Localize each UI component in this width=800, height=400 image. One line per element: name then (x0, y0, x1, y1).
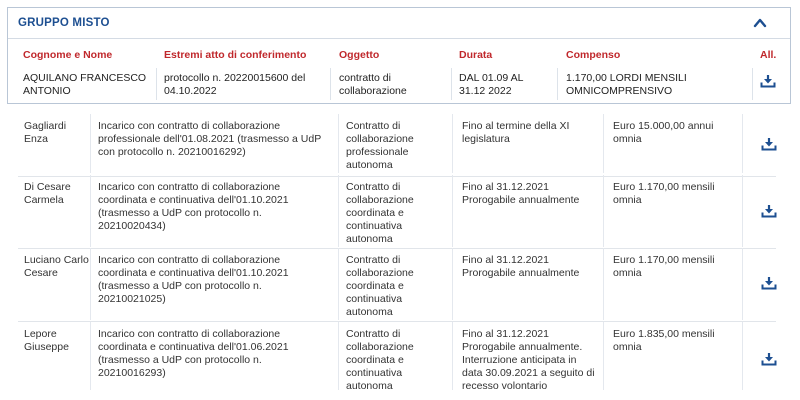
text-line: Lepore (24, 328, 57, 340)
row-act (98, 120, 321, 159)
text-line: OMNICOMPRENSIVO (566, 85, 673, 97)
text-line: Carmela (24, 194, 64, 206)
text-line: collaborazione (346, 194, 414, 206)
group-row-object (339, 72, 407, 98)
row-fee (613, 254, 715, 280)
text-line: Contratto di (346, 254, 401, 266)
group-panel-header[interactable] (8, 8, 790, 39)
row-divider (18, 248, 776, 249)
text-line: omnia (613, 133, 642, 145)
text-line: coordinata e continuativa dell'01.10.2021 (98, 267, 289, 279)
column-divider (452, 248, 453, 320)
row-object (346, 254, 414, 319)
row-duration (462, 181, 579, 207)
text-line: Contratto di (346, 120, 401, 132)
text-line: Incarico con contratto di collaborazione (98, 328, 281, 340)
column-divider (338, 248, 339, 320)
text-line: autonoma (346, 380, 393, 392)
text-line: Luciano Carlo (24, 254, 89, 266)
chevron-up-icon[interactable] (752, 16, 768, 30)
text-line: collaborazione (346, 341, 414, 353)
row-object (346, 328, 414, 393)
row-act (98, 181, 289, 233)
text-line: professionale (346, 146, 409, 158)
text-line: 31.12 2022 (459, 85, 512, 97)
group-title: GRUPPO MISTO (18, 17, 110, 29)
text-line: DAL 01.09 AL (459, 72, 524, 84)
group-row-duration (459, 72, 523, 98)
text-line: Euro 1.835,00 mensili (613, 328, 715, 340)
column-divider (90, 322, 91, 390)
text-line: ANTONIO (23, 85, 71, 97)
text-line: Incarico con contratto di collaborazione (98, 120, 281, 132)
download-icon[interactable] (761, 276, 777, 290)
row-fee (613, 120, 713, 146)
text-line: Prorogabile annualmente (462, 194, 580, 206)
text-line: autonoma (346, 159, 393, 171)
text-line: continuativa (346, 293, 403, 305)
text-line: coordinata e continuativa dell'01.10.2021 (98, 194, 289, 206)
column-divider (452, 175, 453, 247)
row-object (346, 120, 414, 172)
text-line: Contratto di (346, 328, 401, 340)
column-divider (451, 68, 452, 100)
column-header-object: Oggetto (339, 49, 380, 61)
text-line: (trasmesso a UdP con protocollo n. (98, 354, 262, 366)
row-duration (462, 328, 595, 393)
text-line: Interruzione anticipata in (462, 354, 577, 366)
column-divider (452, 322, 453, 390)
text-line: Di Cesare (24, 181, 71, 193)
text-line: (trasmesso a UdP con protocollo n. (98, 207, 262, 219)
text-line: Contratto di (346, 181, 401, 193)
row-fee (613, 181, 715, 207)
text-line: Prorogabile annualmente. (462, 341, 583, 353)
text-line: collaborazione (346, 267, 414, 279)
row-act (98, 254, 289, 306)
row-fee (613, 328, 715, 354)
group-row-fee (566, 72, 687, 98)
column-header-act: Estremi atto di conferimento (164, 49, 307, 61)
column-divider (90, 175, 91, 247)
column-header-duration: Durata (459, 49, 493, 61)
text-line: coordinata e (346, 207, 404, 219)
column-divider (603, 175, 604, 247)
text-line: continuativa (346, 367, 403, 379)
download-icon[interactable] (761, 204, 777, 218)
text-line: (trasmesso a UdP con protocollo n. (98, 280, 262, 292)
text-line: Euro 1.170,00 mensili (613, 181, 715, 193)
text-line: collaborazione (346, 133, 414, 145)
text-line: professionale dell'01.08.2021 (trasmesso a UdP (98, 133, 322, 145)
column-divider (90, 114, 91, 173)
column-divider (742, 114, 743, 173)
text-line: Giuseppe (24, 341, 69, 353)
text-line: 20210021025) (98, 293, 166, 305)
text-line: protocollo n. 20220015600 del (164, 72, 306, 84)
column-header-fee: Compenso (566, 49, 621, 61)
column-divider (603, 248, 604, 320)
text-line: Fino al 31.12.2021 (462, 328, 549, 340)
row-name (24, 254, 90, 280)
row-name (24, 328, 90, 354)
text-line: Euro 1.170,00 mensili (613, 254, 715, 266)
group-panel (7, 7, 791, 104)
text-line: continuativa (346, 220, 403, 232)
text-line: autonoma (346, 233, 393, 245)
column-divider (452, 114, 453, 173)
text-line: omnia (613, 267, 642, 279)
text-line: legislatura (462, 133, 510, 145)
column-divider (90, 248, 91, 320)
column-divider (603, 322, 604, 390)
download-icon[interactable] (761, 137, 777, 151)
text-line: collaborazione (339, 85, 407, 97)
text-line: Fino al 31.12.2021 (462, 181, 549, 193)
row-divider (18, 176, 776, 177)
text-line: omnia (613, 341, 642, 353)
column-divider (338, 322, 339, 390)
text-line: coordinata e (346, 354, 404, 366)
column-header-name: Cognome e Nome (23, 49, 113, 61)
column-divider (742, 248, 743, 320)
text-line: Incarico con contratto di collaborazione (98, 254, 281, 266)
text-line: Prorogabile annualmente (462, 267, 580, 279)
text-line: Cesare (24, 267, 58, 279)
group-row-name (23, 72, 146, 98)
text-line: 1.170,00 LORDI MENSILI (566, 72, 687, 84)
column-divider (338, 114, 339, 173)
row-name (24, 181, 90, 207)
text-line: coordinata e (346, 280, 404, 292)
text-line: con protocollo n. 20210016292) (98, 146, 246, 158)
row-name (24, 120, 90, 146)
text-line: Gagliardi (24, 120, 67, 132)
text-line: Euro 15.000,00 annui (613, 120, 714, 132)
column-divider (156, 68, 157, 100)
column-divider (742, 175, 743, 247)
text-line: 04.10.2022 (164, 85, 217, 97)
row-divider (18, 321, 776, 322)
text-line: contratto di (339, 72, 391, 84)
text-line: omnia (613, 194, 642, 206)
download-icon[interactable] (761, 352, 777, 366)
column-divider (603, 114, 604, 173)
column-divider (557, 68, 558, 100)
text-line: Fino al termine della XI (462, 120, 570, 132)
text-line: coordinata e continuativa dell'01.06.2021 (98, 341, 289, 353)
text-line: autonoma (346, 306, 393, 318)
text-line: Incarico con contratto di collaborazione (98, 181, 281, 193)
column-header-attachment: All. (760, 49, 777, 61)
text-line: recesso volontario (462, 380, 548, 392)
text-line: Enza (24, 133, 48, 145)
row-act (98, 328, 289, 380)
download-icon[interactable] (760, 74, 776, 88)
text-line: data 30.09.2021 a seguito di (462, 367, 595, 379)
row-duration (462, 254, 579, 280)
text-line: Fino al 31.12.2021 (462, 254, 549, 266)
row-duration (462, 120, 569, 146)
column-divider (330, 68, 331, 100)
text-line: 20210020434) (98, 220, 166, 232)
column-divider (338, 175, 339, 247)
row-object (346, 181, 414, 246)
group-row-act (164, 72, 305, 98)
column-divider (752, 68, 753, 100)
text-line: 20210016293) (98, 367, 166, 379)
text-line: AQUILANO FRANCESCO (23, 72, 147, 84)
column-divider (742, 322, 743, 390)
